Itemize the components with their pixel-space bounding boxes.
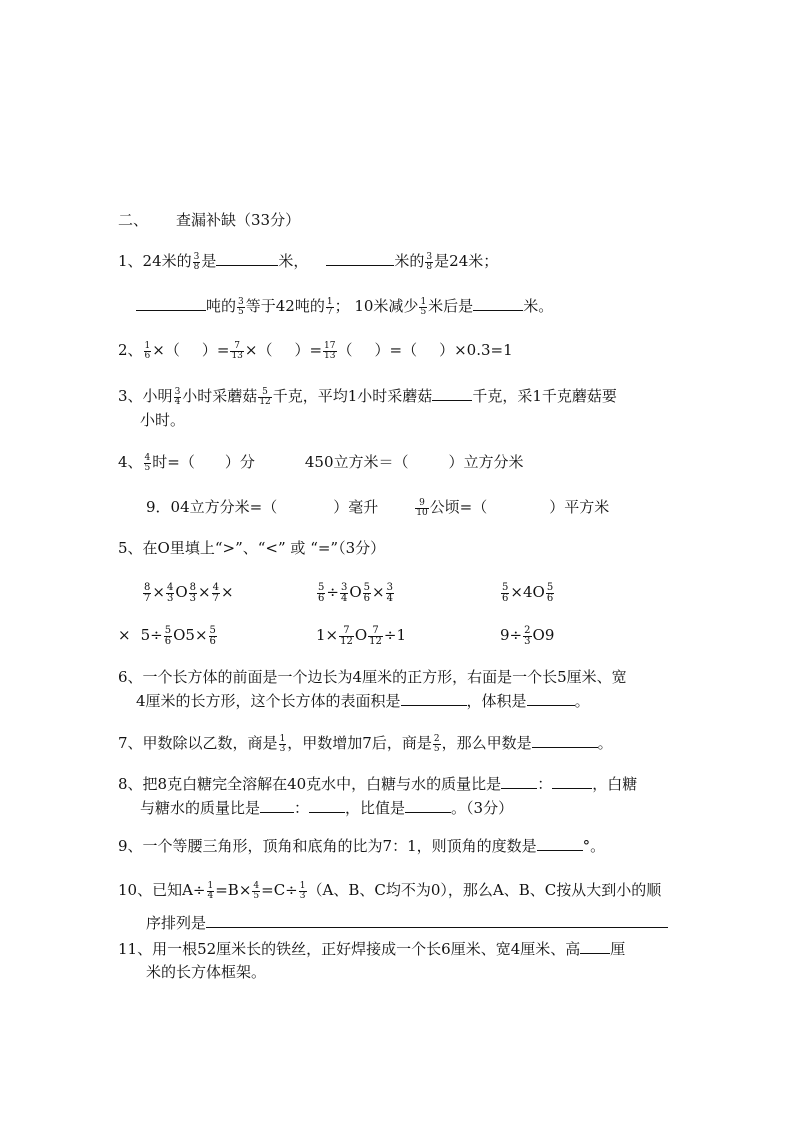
fraction — [207, 882, 215, 901]
numerator: 5 — [502, 581, 509, 593]
math-symbol: 11、 — [118, 940, 153, 958]
denominator: 3 — [189, 592, 197, 604]
math-symbol: =C÷ — [261, 881, 298, 899]
denominator: 4 — [340, 592, 348, 604]
fraction — [501, 583, 509, 604]
question-1-line-2 — [136, 295, 553, 317]
fraction — [189, 583, 197, 604]
fraction — [230, 342, 243, 361]
question-2 — [118, 340, 513, 361]
question-3-line-1 — [118, 385, 617, 407]
math-symbol: 吨的 — [206, 297, 237, 315]
math-symbol: 4、 — [118, 453, 143, 471]
math-symbol: 厘 — [610, 940, 626, 958]
numerator: 5 — [258, 388, 271, 398]
math-symbol: °。 — [582, 837, 606, 855]
fraction — [252, 882, 260, 901]
math-symbol: 6、 — [118, 668, 143, 686]
denominator: 4 — [386, 592, 393, 604]
denominator: 6 — [546, 592, 554, 604]
answer-blank[interactable] — [432, 385, 472, 401]
denominator: 5 — [144, 462, 151, 473]
compare-item — [118, 625, 218, 647]
answer-blank[interactable] — [309, 797, 345, 813]
fraction — [279, 735, 287, 754]
answer-blank[interactable] — [260, 797, 294, 813]
numerator: 1 — [207, 880, 214, 891]
compare-circle[interactable]: O — [532, 626, 545, 644]
fraction — [144, 342, 152, 361]
numerator: 3 — [426, 251, 433, 262]
numerator: 1 — [326, 296, 333, 307]
denominator: 4 — [174, 396, 181, 407]
math-symbol: 9 — [500, 626, 510, 644]
math-symbol: 时=（ — [152, 453, 195, 471]
numerator: 1 — [299, 880, 306, 891]
denominator: 7 — [144, 592, 151, 604]
math-symbol: （A、B、C均不为0），那么A、B、C按从大到小的顺 — [307, 881, 662, 899]
fraction — [143, 583, 151, 604]
math-symbol: × — [198, 583, 211, 601]
answer-blank[interactable] — [401, 690, 467, 706]
compare-circle[interactable]: O — [175, 583, 188, 601]
math-symbol: 米。 — [523, 297, 554, 315]
math-symbol: 与糖水的质量比是 — [140, 799, 261, 817]
fraction — [299, 882, 307, 901]
numerator: 5 — [164, 624, 172, 636]
question-4-line-2 — [146, 497, 609, 518]
question-3-line-2 — [140, 410, 185, 430]
math-symbol: 。 — [574, 692, 590, 710]
numerator: 8 — [144, 581, 151, 593]
math-symbol: ÷ — [509, 626, 523, 644]
numerator: 7 — [368, 626, 383, 637]
math-symbol: 已知A÷ — [152, 881, 206, 899]
math-symbol: 把8克白糖完全溶解在40克水中，白糖与水的质量比是 — [142, 775, 502, 793]
question-4-line-1 — [118, 452, 524, 473]
denominator: 4 — [207, 890, 214, 901]
answer-blank[interactable] — [501, 773, 537, 789]
math-symbol: 查漏补缺（33分） — [176, 211, 301, 229]
math-symbol: 1、 — [118, 252, 143, 270]
math-symbol: 序排列是 — [146, 914, 207, 932]
math-symbol: ×（ — [152, 341, 180, 359]
compare-item — [500, 582, 555, 604]
math-symbol: × — [194, 626, 208, 644]
denominator: 12 — [340, 635, 353, 647]
answer-blank[interactable] — [216, 250, 278, 266]
math-symbol: ）=（ — [374, 341, 418, 359]
math-symbol: ）= — [201, 341, 230, 359]
question-5-title — [118, 538, 385, 558]
math-symbol: =B× — [215, 881, 252, 899]
answer-blank[interactable] — [136, 295, 206, 311]
math-symbol: 米后是 — [428, 297, 474, 315]
numerator: 5 — [209, 624, 216, 636]
math-symbol: × — [220, 583, 234, 601]
denominator: 3 — [299, 890, 306, 901]
math-symbol: 。 — [597, 734, 613, 752]
math-symbol: （ — [337, 341, 353, 359]
numerator: 4 — [144, 452, 151, 463]
fraction — [415, 499, 428, 518]
numerator: 4 — [253, 880, 260, 891]
fraction — [339, 626, 354, 647]
math-symbol: 8、 — [118, 775, 143, 793]
math-symbol: ： — [294, 799, 310, 817]
math-symbol: ）立方分米 — [448, 453, 524, 471]
answer-blank[interactable] — [532, 732, 598, 748]
numerator: 3 — [238, 296, 244, 307]
numerator: 4 — [166, 581, 174, 593]
section-heading — [118, 210, 300, 230]
math-symbol: 用一根52厘米长的铁丝，正好焊接成一个长6厘米、宽4厘米、高 — [152, 940, 581, 958]
numerator: 2 — [433, 733, 440, 744]
math-symbol: 5 — [185, 626, 195, 644]
math-symbol: ）×0.3=1 — [439, 341, 513, 359]
math-symbol: ； 10米减少 — [334, 297, 419, 315]
numerator: 5 — [318, 581, 325, 593]
answer-blank[interactable] — [326, 250, 394, 266]
math-symbol: ，那么甲数是 — [441, 734, 532, 752]
math-symbol: ）平方米 — [549, 498, 610, 516]
denominator: 3 — [524, 635, 531, 647]
math-symbol: ÷ — [383, 626, 397, 644]
math-symbol: × — [118, 626, 131, 644]
numerator: 3 — [193, 251, 200, 262]
compare-circle[interactable]: O — [354, 626, 368, 644]
denominator: 3 — [279, 743, 286, 754]
math-symbol: × — [510, 583, 523, 601]
math-symbol: 9、 — [118, 837, 143, 855]
math-symbol: 3、 — [118, 387, 143, 405]
denominator: 5 — [433, 743, 440, 754]
numerator: 7 — [339, 626, 354, 637]
math-symbol: 等于42吨的 — [245, 297, 325, 315]
math-symbol: ： — [537, 775, 553, 793]
numerator: 5 — [363, 581, 371, 593]
math-symbol: 2、 — [118, 341, 143, 359]
denominator: 7 — [326, 306, 333, 317]
numerator: 2 — [524, 624, 531, 636]
math-symbol: 10、 — [118, 881, 153, 899]
question-8-line-1 — [118, 773, 637, 794]
numerator: 3 — [386, 581, 393, 593]
question-11-line-2 — [146, 962, 266, 982]
answer-blank[interactable] — [580, 938, 610, 954]
math-symbol: ）毫升 — [333, 498, 379, 516]
fraction — [317, 583, 325, 604]
fraction — [258, 388, 271, 407]
math-symbol: 1 — [396, 626, 407, 644]
answer-blank[interactable] — [405, 797, 451, 813]
math-symbol: 甲数除以乙数，商是 — [142, 734, 278, 752]
denominator: 7 — [212, 592, 219, 604]
denominator: 6 — [318, 592, 325, 604]
denominator: 6 — [363, 592, 371, 604]
fraction — [523, 626, 531, 647]
numerator: 1 — [420, 296, 427, 307]
fraction — [166, 583, 174, 604]
fraction — [237, 298, 245, 317]
numerator: 5 — [546, 581, 554, 593]
math-symbol: ，甲数增加7后，商是 — [287, 734, 432, 752]
math-symbol: 。（3分） — [451, 799, 514, 817]
math-symbol: 9．04立方分米=（ — [146, 498, 278, 516]
compare-item — [316, 582, 395, 604]
math-symbol: 4厘米的长方形，这个长方体的表面积是 — [136, 692, 401, 710]
math-symbol: 7、 — [118, 734, 143, 752]
answer-blank[interactable] — [473, 295, 523, 311]
denominator: 6 — [144, 350, 151, 361]
math-symbol: 千克，采1千克蘑菇要 — [472, 387, 617, 405]
numerator: 3 — [174, 386, 181, 397]
denominator: 6 — [502, 592, 509, 604]
compare-item — [500, 625, 554, 647]
math-symbol: ×（ — [244, 341, 273, 359]
fraction — [340, 583, 348, 604]
question-11-line-1 — [118, 938, 625, 959]
question-8-line-2 — [140, 797, 513, 818]
answer-blank[interactable] — [537, 835, 583, 851]
fraction — [368, 626, 383, 647]
math-symbol: 9 — [544, 626, 555, 644]
denominator: 3 — [166, 592, 174, 604]
numerator: 8 — [189, 581, 197, 593]
numerator: 4 — [212, 581, 219, 593]
question-10-line-1 — [118, 880, 661, 901]
denominator: 13 — [231, 350, 243, 361]
denominator: 6 — [164, 635, 172, 647]
question-9 — [118, 835, 605, 856]
answer-blank[interactable] — [552, 773, 592, 789]
denominator: 6 — [209, 635, 216, 647]
math-symbol: 一个等腰三角形，顶角和底角的比为7：1，则顶角的度数是 — [142, 837, 537, 855]
compare-circle[interactable]: O — [173, 626, 186, 644]
math-symbol: ，白糖 — [592, 775, 638, 793]
math-symbol: 450立方米＝（ — [304, 453, 409, 471]
denominator: 12 — [369, 635, 382, 647]
answer-blank[interactable] — [206, 912, 668, 928]
math-symbol: 5 — [140, 626, 151, 644]
compare-circle[interactable]: O — [349, 583, 362, 601]
denominator: 5 — [238, 306, 244, 317]
math-symbol: ，比值是 — [345, 799, 406, 817]
math-symbol: × — [152, 583, 165, 601]
math-symbol: 5、 — [118, 539, 143, 557]
fraction — [546, 583, 554, 604]
fraction — [326, 298, 334, 317]
math-symbol: ÷ — [326, 583, 339, 601]
denominator: 8 — [193, 261, 200, 272]
fraction — [323, 342, 336, 361]
fraction — [174, 388, 182, 407]
math-symbol: 千克，平均1小时采蘑菇 — [272, 387, 433, 405]
numerator: 1 — [279, 733, 286, 744]
fraction — [212, 583, 220, 604]
numerator: 3 — [340, 581, 348, 593]
math-symbol: × — [372, 583, 385, 601]
question-1-line-1 — [118, 250, 498, 272]
denominator: 8 — [426, 261, 433, 272]
numerator: 7 — [230, 342, 243, 352]
math-symbol: 一个长方体的前面是一个边长为4厘米的正方形，右面是一个长5厘米、宽 — [142, 668, 627, 686]
question-10-line-2 — [146, 912, 668, 933]
fraction — [193, 253, 201, 272]
math-symbol: 米， — [278, 252, 309, 270]
denominator: 5 — [253, 890, 260, 901]
math-symbol: 米的 — [394, 252, 425, 270]
math-symbol: 在O里填上“>”、“<” 或 “=”（3分） — [142, 539, 386, 557]
math-symbol: 是 — [201, 252, 217, 270]
math-symbol: 小时采蘑菇 — [182, 387, 258, 405]
denominator: 5 — [420, 306, 427, 317]
math-symbol: 1 — [316, 626, 326, 644]
math-symbol: 小时。 — [140, 411, 186, 429]
fraction — [419, 298, 427, 317]
denominator: 12 — [259, 396, 271, 407]
math-symbol: ）分 — [224, 453, 255, 471]
question-6-line-2 — [136, 690, 590, 711]
question-7 — [118, 732, 613, 754]
math-symbol: 米的长方体框架。 — [146, 963, 267, 981]
math-symbol: 小明 — [142, 387, 173, 405]
math-symbol: ）= — [294, 341, 323, 359]
math-symbol: × — [325, 626, 339, 644]
numerator: 17 — [324, 340, 336, 351]
denominator: 10 — [416, 507, 428, 518]
fraction — [425, 253, 433, 272]
numerator: 1 — [144, 340, 151, 351]
numerator: 9 — [415, 499, 428, 509]
fraction — [386, 583, 394, 604]
math-symbol: ，体积是 — [466, 692, 527, 710]
math-symbol: 24米的 — [142, 252, 192, 270]
fraction — [209, 626, 217, 647]
fraction — [433, 735, 441, 754]
compare-circle[interactable]: O — [532, 583, 545, 601]
math-symbol: 4 — [522, 583, 533, 601]
answer-blank[interactable] — [527, 690, 575, 706]
math-symbol: ÷ — [150, 626, 163, 644]
question-6-line-1 — [118, 667, 627, 687]
math-symbol: 公顷=（ — [429, 498, 488, 516]
denominator: 13 — [324, 350, 336, 361]
compare-item — [316, 625, 406, 647]
fraction — [144, 454, 152, 473]
fraction — [363, 583, 371, 604]
compare-item — [142, 582, 234, 604]
fraction — [164, 626, 172, 647]
math-symbol: 二、 — [118, 211, 149, 229]
math-symbol: 是24米； — [434, 252, 499, 270]
